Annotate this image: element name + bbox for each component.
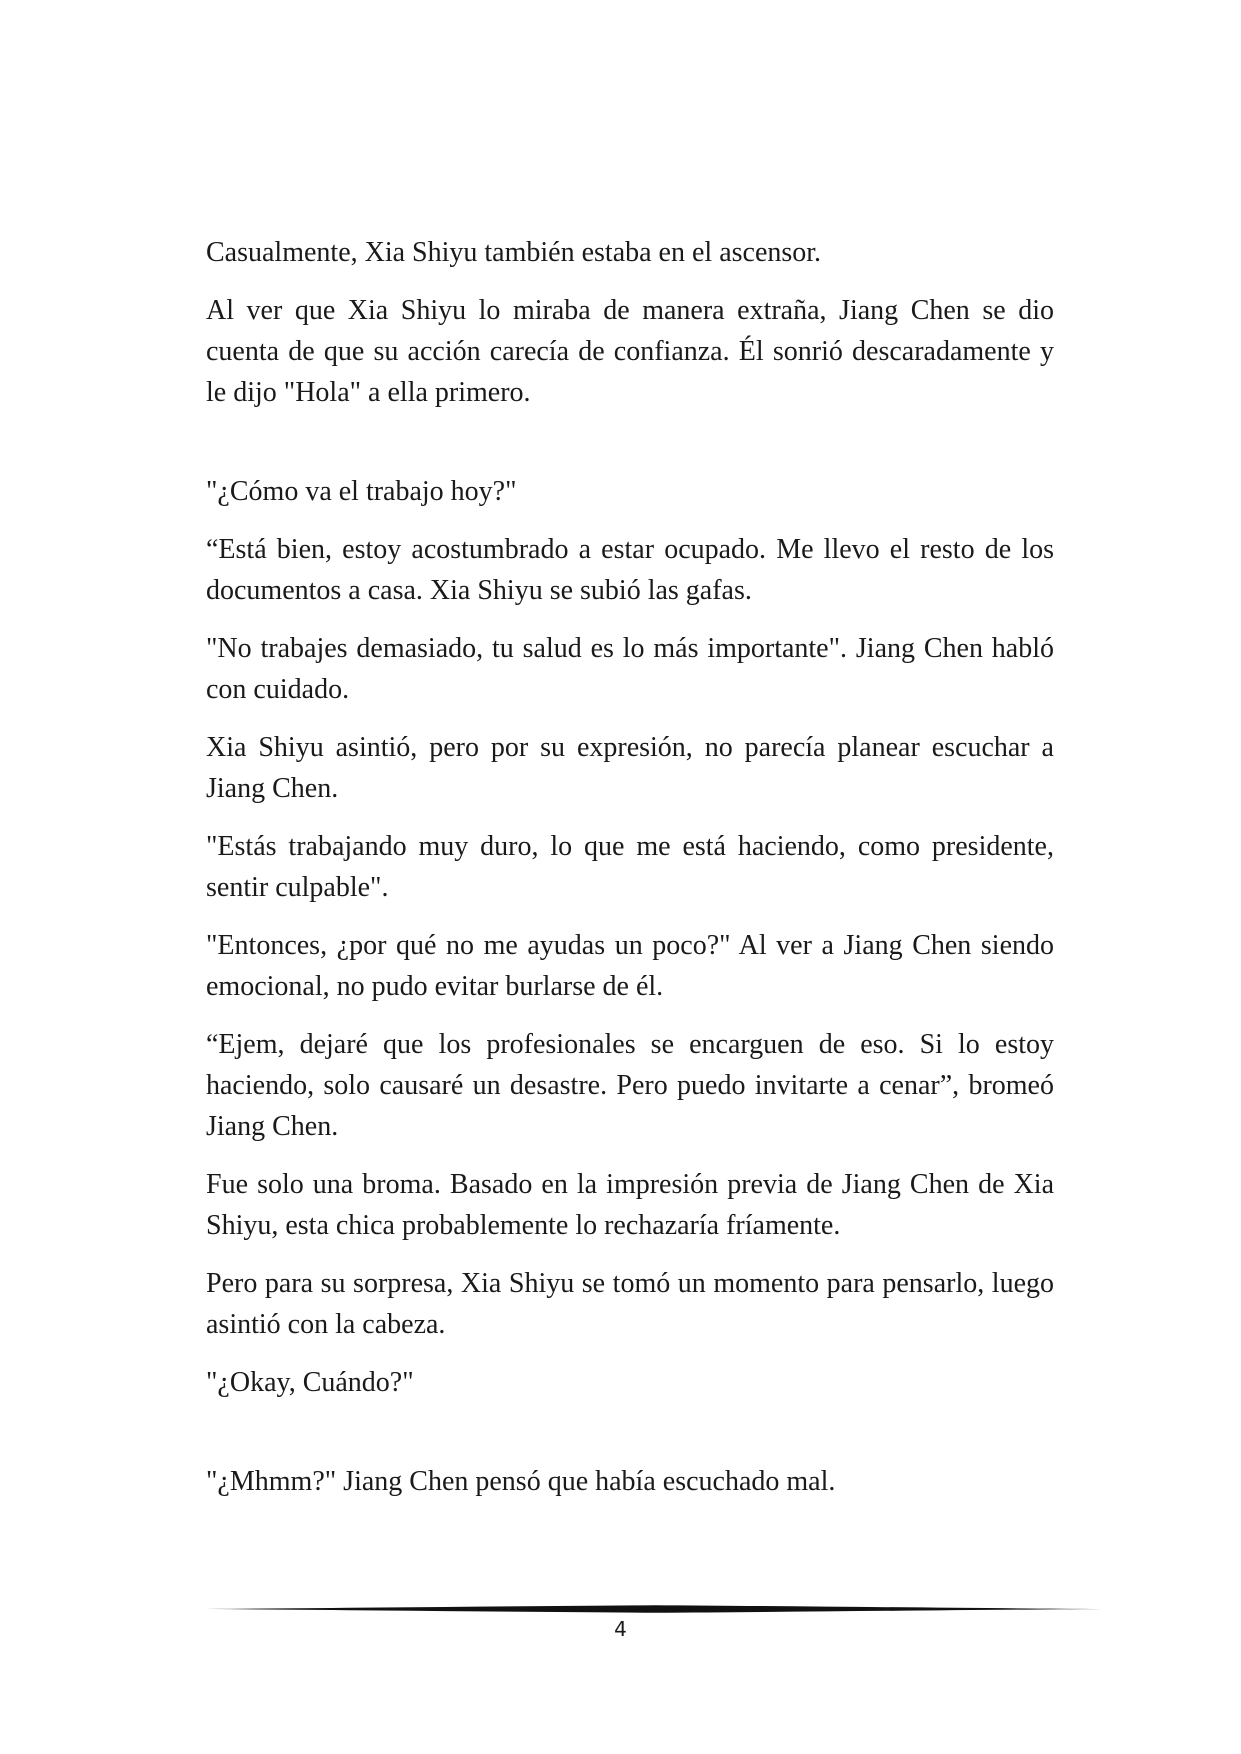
blank-line (206, 1420, 1054, 1461)
paragraph-7: "Estás trabajando muy duro, lo que me está haciendo, como presidente, sentir culpable". (206, 831, 1054, 903)
paragraph-8: "Entonces, ¿por qué no me ayudas un poco?" Al ver a Jiang Chen siendo emocional, no pudo evitar burlarse de él. (206, 930, 1054, 1002)
paragraph-5: "No trabajes demasiado, tu salud es lo más importante". Jiang Chen habló con cuidado. (206, 633, 1054, 705)
body-text (206, 232, 1054, 1519)
blank-line (206, 430, 1054, 471)
paragraph-4: “Está bien, estoy acostumbrado a estar ocupado. Me llevo el resto de los documentos a casa. Xia Shiyu se subió las gafas. (206, 534, 1054, 606)
paragraph-1: Casualmente, Xia Shiyu también estaba en el ascensor. (206, 237, 822, 268)
paragraph-9: “Ejem, dejaré que los profesionales se encarguen de eso. Si lo estoy haciendo, solo causaré un desastre. Pero puedo invitarte a cenar”, bromeó Jiang Chen. (206, 1029, 1054, 1142)
page-number: 4 (614, 1617, 627, 1641)
paragraph-2: Al ver que Xia Shiyu lo miraba de manera extraña, Jiang Chen se dio cuenta de que su acción carecía de confianza. Él sonrió descaradamente y le dijo "Hola" a ella primero. (206, 295, 1054, 408)
paragraph-3: "¿Cómo va el trabajo hoy?" (206, 476, 517, 507)
paragraph-11: Pero para su sorpresa, Xia Shiyu se tomó un momento para pensarlo, luego asintió con la cabeza. (206, 1268, 1054, 1340)
footer-divider (206, 1603, 1102, 1615)
paragraph-10: Fue solo una broma. Basado en la impresión previa de Jiang Chen de Xia Shiyu, esta chica probablemente lo rechazaría fríamente. (206, 1169, 1054, 1241)
paragraph-6: Xia Shiyu asintió, pero por su expresión, no parecía planear escuchar a Jiang Chen. (206, 732, 1054, 804)
paragraph-12: "¿Okay, Cuándo?" (206, 1367, 414, 1398)
paragraph-13: "¿Mhmm?" Jiang Chen pensó que había escuchado mal. (206, 1466, 836, 1497)
